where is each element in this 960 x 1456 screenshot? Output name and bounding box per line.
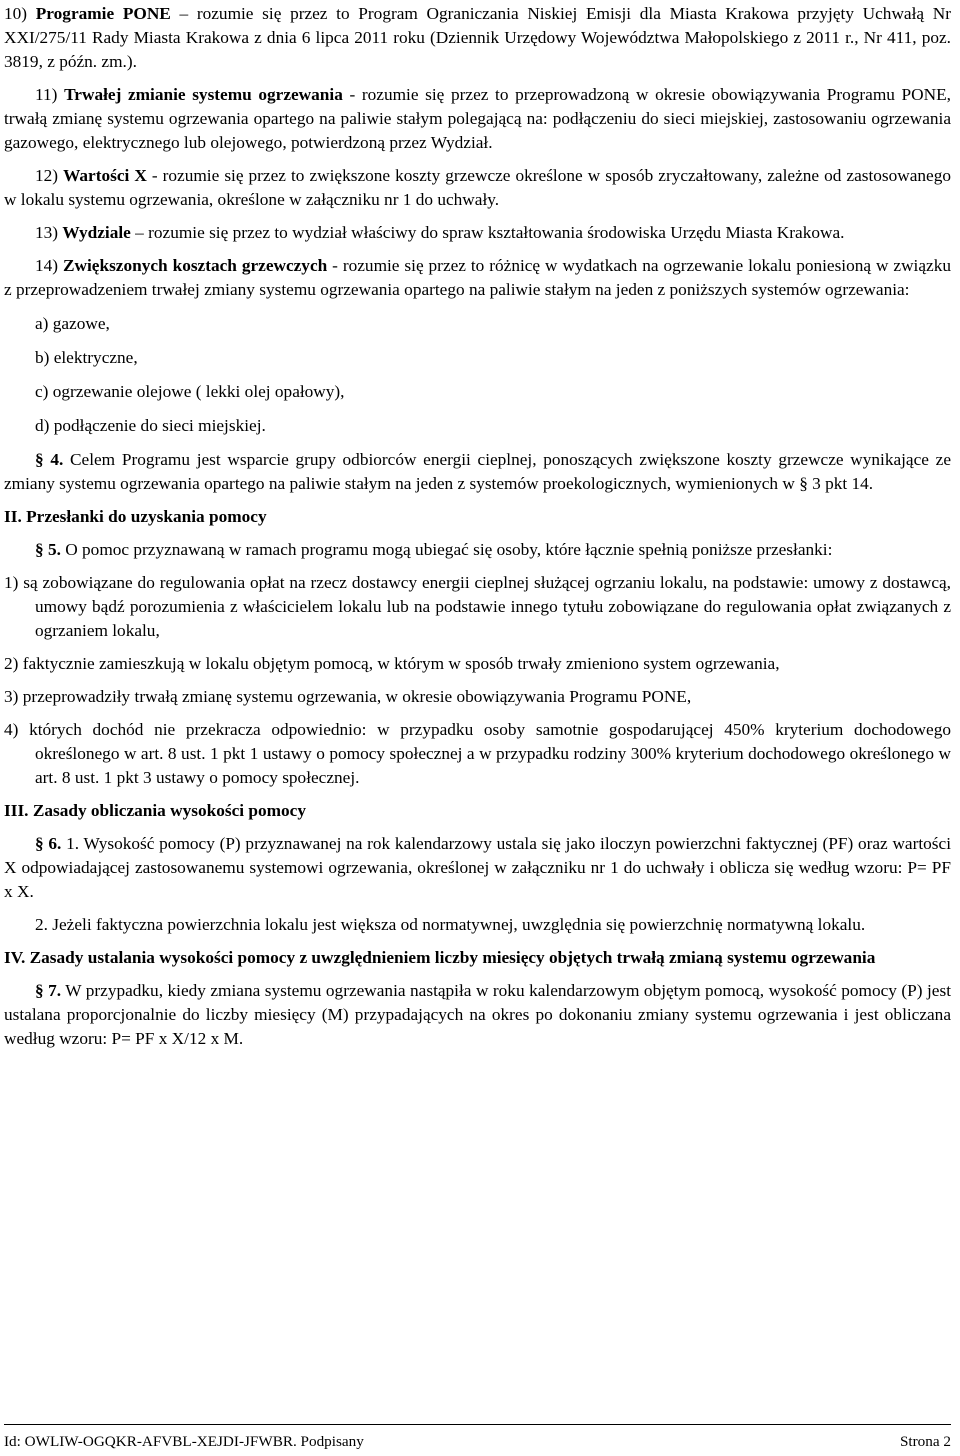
paragraph-mark: § 4.	[35, 450, 64, 469]
section-heading-2: II. Przesłanki do uzyskania pomocy	[4, 507, 267, 526]
section-heading-4: IV. Zasady ustalania wysokości pomocy z uwzględnieniem liczby miesięcy objętych trwałą zmianą systemu ogrzewania	[4, 948, 876, 967]
paragraph-text: W przypadku, kiedy zmiana systemu ogrzewania nastąpiła w roku kalendarzowym objętym pomocą, wysokość pomocy (P) jest ustalana proporcjonalnie do liczby miesięcy (M) przypadających na okres po dokonaniu zmiany systemu ogrzewania i jest obliczana według wzoru: P= PF x X/12 x M.	[4, 981, 951, 1048]
paragraph-text: Celem Programu jest wsparcie grupy odbiorców energii cieplnej, ponoszących zwiększone koszty grzewcze wynikające ze zmiany systemu ogrzewania opartego na paliwie stałym na jeden z systemów proekologicznych, wymienionych w § 3 pkt 14.	[4, 450, 951, 493]
condition-1: 1) są zobowiązane do regulowania opłat na rzecz dostawcy energii cieplnej służącej ogrzaniu lokalu, na podstawie: umowy z dostawcą, umowy bądź porozumienia z właścicielem lokalu lub na podstawie innego tytułu zobowiązane do regulowania opłat związanych z ogrzaniem lokalu,	[4, 573, 951, 640]
definition-term: Programie PONE	[35, 4, 171, 23]
definition-number: 12)	[35, 166, 59, 185]
condition-4: 4) których dochód nie przekracza odpowiednio: w przypadku osoby samotnie gospodarującej 450% kryterium dochodowego określonego w art. 8 ust. 1 pkt 1 ustawy o pomocy społecznej a w przypadku rodziny 300% kryterium dochodowego określonego w art. 8 ust. 1 pkt 3 ustawy o pomocy społecznej.	[4, 720, 951, 787]
paragraph-text: 1. Wysokość pomocy (P) przyznawanej na rok kalendarzowy ustala się jako iloczyn powierzchni faktycznej (PF) oraz wartości X odpowiadającej zastosowanemu systemowi ogrzewania, określonej w załączniku nr 1 do uchwały i oblicza się według wzoru: P= PF x X.	[4, 834, 951, 901]
paragraph-4	[4, 448, 951, 496]
list-item-c: c) ogrzewanie olejowe ( lekki olej opałowy),	[35, 382, 345, 401]
paragraph-7	[4, 979, 951, 1051]
paragraph-mark: § 6.	[35, 834, 62, 853]
definition-text: – rozumie się przez to Program Ograniczania Niskiej Emisji dla Miasta Krakowa przyjęty Uchwałą Nr XXI/275/11 Rady Miasta Krakowa z dnia 6 lipca 2011 roku (Dziennik Urzędowy Województwa Małopolskiego z 2011 r., Nr 411, poz. 3819, z późn. zm.).	[4, 4, 951, 71]
paragraph-5	[4, 538, 951, 562]
paragraph-mark: § 5.	[35, 540, 61, 559]
list-item-b: b) elektryczne,	[35, 348, 138, 367]
definition-11	[4, 83, 951, 155]
document-id: Id: OWLIW-OGQKR-AFVBL-XEJDI-JFWBR. Podpisany	[4, 1433, 364, 1450]
paragraph-6-point-2: 2. Jeżeli faktyczna powierzchnia lokalu jest większa od normatywnej, uwzględnia się powierzchnię normatywną lokalu.	[35, 915, 866, 934]
definition-14	[4, 254, 951, 302]
definition-text: - rozumie się przez to różnicę w wydatkach na ogrzewanie lokalu poniesioną w związku z przeprowadzeniem trwałej zmiany systemu ogrzewania opartego na paliwie stałym na jeden z poniższych systemów ogrzewania:	[4, 256, 951, 299]
definition-10	[4, 2, 951, 74]
definition-term: Zwiększonych kosztach grzewczych	[62, 256, 328, 275]
definition-number: 10)	[4, 4, 28, 23]
paragraph-text: O pomoc przyznawaną w ramach programu mogą ubiegać się osoby, które łącznie spełnią poniższe przesłanki:	[60, 540, 833, 559]
definition-12	[4, 164, 951, 212]
definition-term: Trwałej zmianie systemu ogrzewania	[64, 85, 343, 104]
definition-13	[4, 221, 951, 245]
definition-term: Wydziale	[62, 223, 131, 242]
definition-number: 11)	[35, 85, 58, 104]
definition-number: 14)	[35, 256, 59, 275]
definition-text: - rozumie się przez to przeprowadzoną w okresie obowiązywania Programu PONE, trwałą zmianę systemu ogrzewania opartego na paliwie stałym polegającą na: podłączeniu do sieci miejskiej, zastosowaniu ogrzewania gazowego, elektrycznego lub olejowego, potwierdzoną przez Wydział.	[4, 85, 951, 152]
definition-text: – rozumie się przez to wydział właściwy do spraw kształtowania środowiska Urzędu Miasta Krakowa.	[130, 223, 845, 242]
paragraph-mark: § 7.	[35, 981, 62, 1000]
document-page	[4, 2, 951, 1051]
list-item-d: d) podłączenie do sieci miejskiej.	[35, 416, 266, 435]
section-heading-3: III. Zasady obliczania wysokości pomocy	[4, 801, 306, 820]
condition-2: 2) faktycznie zamieszkują w lokalu objętym pomocą, w którym w sposób trwały zmieniono system ogrzewania,	[4, 654, 780, 673]
definition-term: Wartości X	[63, 166, 147, 185]
definition-number: 13)	[35, 223, 59, 242]
paragraph-6	[4, 832, 951, 904]
condition-3: 3) przeprowadziły trwałą zmianę systemu ogrzewania, w okresie obowiązywania Programu PONE,	[4, 687, 692, 706]
list-item-a: a) gazowe,	[35, 314, 110, 333]
page-number: Strona 2	[899, 1433, 951, 1450]
footer-divider	[4, 1424, 951, 1425]
definition-text: - rozumie się przez to zwiększone koszty grzewcze określone w sposób zryczałtowany, zależne od zastosowanego w lokalu systemu ogrzewania, określone w załączniku nr 1 do uchwały.	[4, 166, 952, 209]
